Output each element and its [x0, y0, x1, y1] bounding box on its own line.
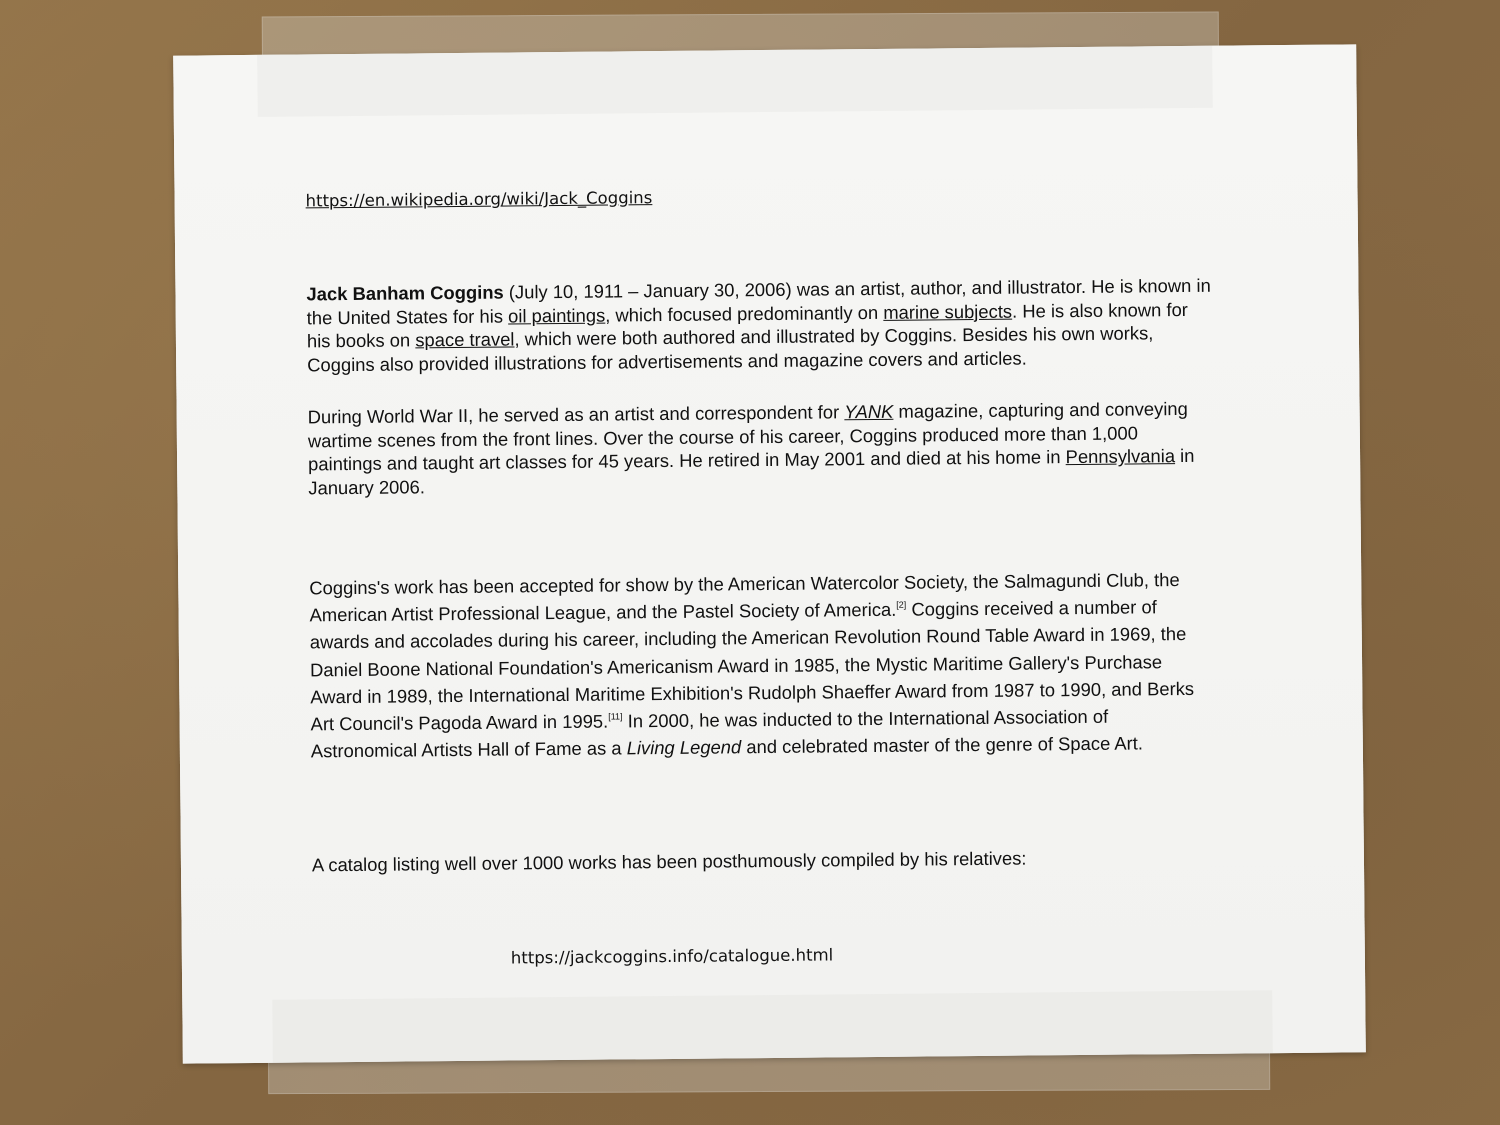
- living-legend: Living Legend: [626, 736, 742, 759]
- paragraph-catalog: A catalog listing well over 1000 works has been posthumously compiled by his relatives:: [311, 847, 1027, 876]
- paragraph-awards: [309, 566, 1216, 765]
- catalogue-url: https://jackcoggins.info/catalogue.html: [510, 945, 834, 968]
- war-text-3: in January 2006.: [308, 445, 1195, 499]
- awards-text-4: and celebrated master of the genre of Space Art.: [741, 732, 1144, 758]
- intro-text-2: , which focused predominantly on: [605, 301, 884, 326]
- paragraph-intro: [306, 274, 1212, 377]
- tape-strip-bottom: [272, 990, 1273, 1063]
- awards-text-3: In 2000, he was inducted to the International Association of Astronomical Artists Hall of Fame as a: [310, 705, 1109, 762]
- wikipedia-url: https://en.wikipedia.org/wiki/Jack_Coggins: [305, 188, 653, 211]
- war-text-2: magazine, capturing and conveying wartime scenes from the front lines. Over the course of his career, Coggins produced more than 1,000 paintings and taught art classes for 45 years. He retired in May 2001 and died at his home in: [307, 397, 1188, 475]
- link-oil-paintings: oil paintings: [507, 304, 606, 327]
- intro-text-4: , which were both authored and illustrated by Coggins. Besides his own works, Coggins also provided illustrations for advertisements and magazine covers and articles.: [307, 322, 1154, 376]
- paragraph-war-career: [308, 397, 1214, 500]
- subject-name: Jack Banham Coggins: [306, 281, 504, 305]
- awards-text-1: Coggins's work has been accepted for show by the American Watercolor Society, the Salmagundi Club, the American Artist Professional League, and the Pastel Society of America.: [309, 569, 1180, 626]
- link-space-travel: space travel: [415, 328, 515, 351]
- reference-11: [11]: [608, 711, 623, 722]
- link-pennsylvania: Pennsylvania: [1065, 445, 1176, 468]
- war-text-1: During World War II, he served as an artist and correspondent for: [307, 401, 845, 428]
- link-marine-subjects: marine subjects: [883, 300, 1013, 323]
- link-yank: YANK: [844, 400, 894, 423]
- awards-text-2: Coggins received a number of awards and accolades during his career, including the American Revolution Round Table Award in 1969, the Daniel Boone National Foundation's Americanism Award in 1985, the Mystic Maritime Gallery's Purchase Award in 1989, the International Maritime Exhibition's Rudolph Shaeffer Award from 1987 to 1990, and Berks Art Council's Pagoda Award in 1995.: [309, 596, 1195, 735]
- intro-text-3: . He is also known for his books on: [306, 298, 1188, 352]
- reference-2: [2]: [896, 599, 907, 610]
- printed-page: [173, 44, 1366, 1063]
- tape-strip-top: [257, 46, 1213, 117]
- intro-text-1: (July 10, 1911 – January 30, 2006) was an artist, author, and illustrator. He is known in the United States for his: [306, 274, 1211, 329]
